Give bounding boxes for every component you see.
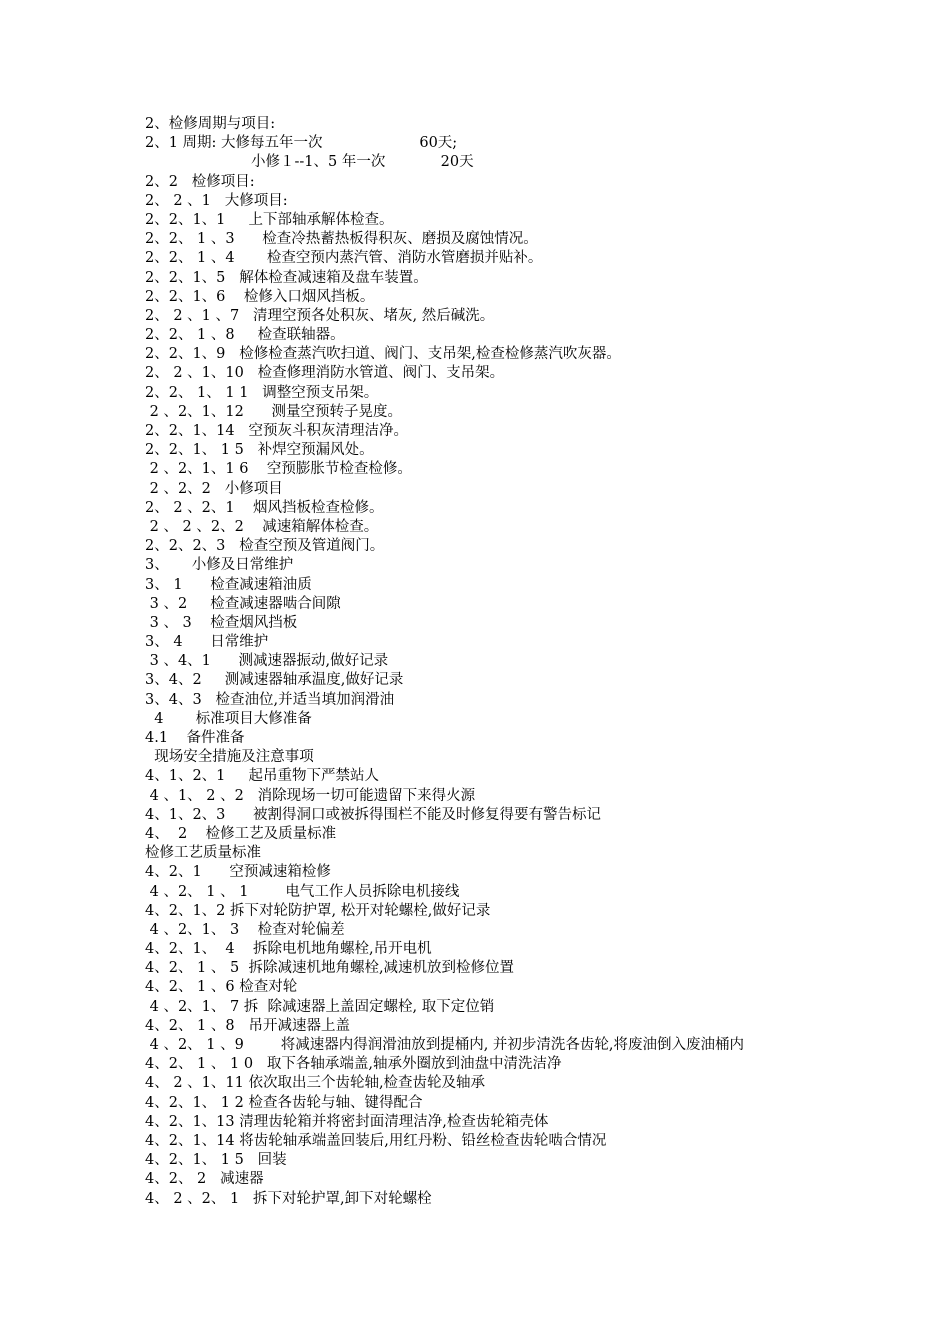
- text-line: 2 、2、2 小修项目: [145, 480, 283, 497]
- text-line: 2、2 检修项目:: [145, 173, 255, 190]
- text-line: 2、 2 、1 、7 清理空预各处积灰、堵灰, 然后碱洗。: [145, 307, 495, 324]
- text-line: 4、2、 1 、 5 拆除减速机地角螺栓,减速机放到检修位置: [145, 960, 515, 977]
- text-line: 2、 2 、2、1 烟风挡板检查检修。: [145, 499, 384, 516]
- text-line: 2、2、2、3 检查空预及管道阀门。: [145, 538, 385, 555]
- text-line: 4、2、 1 、6 检查对轮: [145, 979, 298, 996]
- text-line: 2 、 2 、2、2 减速箱解体检查。: [145, 518, 379, 535]
- text-line: 检修工艺质量标准: [145, 845, 261, 862]
- text-line: 4、1、2、1 起吊重物下严禁站人: [145, 768, 379, 785]
- text-line: 4、2、1、 1 5 回装: [145, 1152, 287, 1169]
- text-line: 4.1 备件准备: [145, 730, 245, 746]
- text-line: 2、2、 1 、3 检查冷热蓄热板得积灰、磨损及腐蚀情况。: [145, 231, 538, 248]
- text-line: 2、2、 1 、4 检查空预内蒸汽管、消防水管磨损并贴补。: [145, 250, 543, 267]
- text-line: 4、2、1、2 拆下对轮防护罩, 松开对轮螺栓,做好记录: [145, 902, 491, 919]
- text-line: 4、 2 、1、11 依次取出三个齿轮轴,检查齿轮及轴承: [145, 1075, 486, 1092]
- text-line: 2、2、1、9 检修检查蒸汽吹扫道、阀门、支吊架,检查检修蒸汽吹灰器。: [145, 346, 621, 363]
- text-line: 4、2、1、13 清理齿轮箱并将密封面清理洁净,检查齿轮箱壳体: [145, 1113, 549, 1130]
- text-line: 3、4、3 检查油位,并适当填加润滑油: [145, 691, 395, 708]
- text-line: 3、4、2 测减速器轴承温度,做好记录: [145, 672, 404, 689]
- text-line: 2、2、1、5 解体检查减速箱及盘车装置。: [145, 269, 428, 286]
- text-line: 3、 小修及日常维护: [145, 557, 294, 574]
- text-line: 4、1、2、3 被割得洞口或被拆得围栏不能及时修复得要有警告标记: [145, 806, 602, 823]
- text-line: 2 、2、1、12 测量空预转子晃度。: [145, 403, 402, 420]
- text-line: 2、2、1、 1 5 补焊空预漏风处。: [145, 442, 374, 459]
- text-line: 4、2、1、 1 2 检查各齿轮与轴、键得配合: [145, 1094, 423, 1111]
- text-line: 2、2、1、14 空预灰斗积灰清理洁净。: [145, 423, 408, 439]
- text-line: 3、 1 检查减速箱油质: [145, 576, 312, 593]
- text-line: 4、2、1、 4 拆除电机地角螺栓,吊开电机: [145, 941, 432, 958]
- text-line: 2、 2 、1、10 检查修理消防水管道、阀门、支吊架。: [145, 365, 505, 382]
- text-line: 2 、2、1、1 6 空预膨胀节检查检修。: [145, 461, 412, 478]
- text-line: 3 、2 检查减速器啮合间隙: [145, 595, 341, 612]
- text-line: 3、 4 日常维护: [145, 634, 269, 651]
- text-line: 4 、2、1、 7 拆 除减速器上盖固定螺栓, 取下定位销: [145, 998, 495, 1015]
- document-body: [145, 115, 805, 1209]
- text-line: 2、 2 、1 大修项目:: [145, 192, 288, 209]
- text-line: 2、1 周期: 大修每五年一次 60天;: [145, 135, 458, 152]
- text-line: 2、2、1、1 上下部轴承解体检查。: [145, 211, 394, 228]
- text-line: 4、2、 2 减速器: [145, 1171, 264, 1188]
- text-line: 2、2、 1 、8 检查联轴器。: [145, 327, 345, 344]
- text-line: 4 、2、 1 、 1 电气工作人员拆除电机接线: [145, 883, 460, 900]
- text-line: 4 、1、 2 、2 消除现场一切可能遗留下来得火源: [145, 787, 476, 804]
- text-line: 4 、2、 1 、9 将减速器内得润滑油放到提桶内, 并初步清洗各齿轮,将废油倒入废油桶内: [145, 1037, 745, 1053]
- text-line: 4、 2 、2、 1 拆下对轮护罩,卸下对轮螺栓: [145, 1190, 432, 1207]
- text-line: 4、2、 1 、8 吊开减速器上盖: [145, 1017, 350, 1034]
- text-line: 2、2、1、6 检修入口烟风挡板。: [145, 288, 375, 305]
- text-line: 4 标准项目大修准备: [145, 710, 312, 727]
- text-line: 4、2、 1 、 1 0 取下各轴承端盖,轴承外圈放到油盘中清洗洁净: [145, 1056, 562, 1073]
- text-line: 2、2、 1、 1 1 调整空预支吊架。: [145, 384, 379, 401]
- text-line: 4、2、1、14 将齿轮轴承端盖回装后,用红丹粉、铅丝检查齿轮啮合情况: [145, 1132, 607, 1149]
- text-line: 4、 2 检修工艺及质量标准: [145, 825, 337, 842]
- text-line: 现场安全措施及注意事项: [145, 749, 314, 766]
- text-line: 4 、2、1、 3 检查对轮偏差: [145, 921, 345, 938]
- text-line: 2、检修周期与项目:: [145, 116, 276, 132]
- text-line: 小修１--1、5 年一次 20天: [145, 154, 474, 171]
- text-line: 3 、4、1 测减速器振动,做好记录: [145, 653, 389, 670]
- text-line: 4、2、1 空预减速箱检修: [145, 864, 331, 881]
- text-line: 3 、 3 检查烟风挡板: [145, 614, 298, 631]
